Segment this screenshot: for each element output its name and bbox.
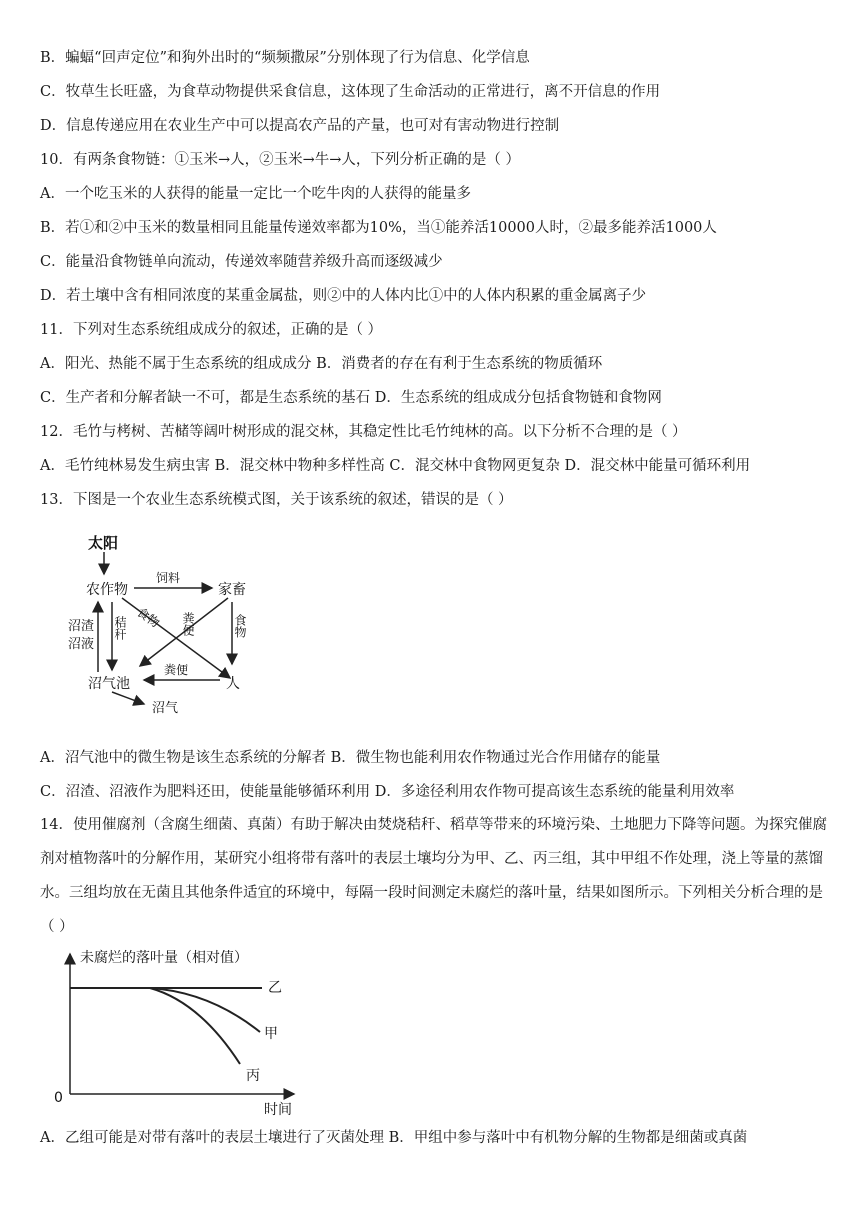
question-12: 12．毛竹与栲树、苦槠等阔叶树形成的混交林，其稳定性比毛竹纯林的高。以下分析不合理的是（ ） — [40, 424, 687, 440]
question-13: 13．下图是一个农业生态系统模式图，关于该系统的叙述，错误的是（ ） — [40, 492, 513, 508]
series-label-jia: 甲 — [264, 1026, 278, 1042]
question-10: 10．有两条食物链：①玉米→人，②玉米→牛→人，下列分析正确的是（ ） — [40, 152, 521, 168]
line-q12-options: A．毛竹纯林易发生病虫害 B．混交林中物种多样性高 C．混交林中食物网更复杂 D．混交林中能量可循环利用 — [40, 458, 751, 474]
line-q14-ab: A．乙组可能是对带有落叶的表层土壤进行了灭菌处理 B．甲组中参与落叶中有机物分解的生物都是细菌或真菌 — [40, 1130, 748, 1146]
straw-label: 秸秆 — [113, 616, 127, 640]
question-11: 11．下列对生态系统组成成分的叙述，正确的是（ ） — [40, 322, 383, 338]
series-label-yi: 乙 — [268, 980, 282, 996]
decomposition-chart — [40, 942, 310, 1122]
feces-label-b: 粪便 — [164, 663, 189, 677]
biogas-label: 沼气 — [152, 701, 179, 716]
residue-label: 沼渣 — [68, 619, 95, 634]
feces-label-a: 粪便 — [181, 612, 195, 636]
series-line-bing — [150, 988, 240, 1064]
line-q11-cd: C．生产者和分解者缺一不可，都是生态系统的基石 D．生态系统的组成成分包括食物链和食物网 — [40, 390, 662, 406]
origin-label: 0 — [54, 1090, 63, 1106]
crops-label: 农作物 — [86, 582, 128, 598]
line-q13-cd: C．沼渣、沼液作为肥料还田，使能量能够循环利用 D．多途径利用农作物可提高该生态系统的能量利用效率 — [40, 784, 735, 800]
series-line-jia — [70, 988, 260, 1032]
line-q13-ab: A．沼气池中的微生物是该生态系统的分解者 B．微生物也能利用农作物通过光合作用储存的能量 — [40, 750, 661, 766]
line-q10-b: B．若①和②中玉米的数量相同且能量传递效率都为10%，当①能养活10000人时，②最多能养活1000人 — [40, 220, 717, 236]
question-14: 14．使用催腐剂（含腐生细菌、真菌）有助于解决由焚烧秸秆、稻草等带来的环境污染、土地肥力下降等问题。为探究催腐剂对植物落叶的分解作用，某研究小组将带有落叶的表层土壤均分为甲、乙、丙三组，其中甲组不作处理，浇上等量的蒸馏水。三组均放在无菌且其他条件适宜的环境中，每隔一段时间测定未腐烂的落叶量，结果如图所示。下列相关分析合理的是（ ） — [40, 817, 827, 935]
series-label-bing: 丙 — [246, 1068, 260, 1084]
food-label-a: 食物 — [134, 604, 162, 631]
person-label: 人 — [226, 676, 240, 692]
line-q10-a: A．一个吃玉米的人获得的能量一定比一个吃牛肉的人获得的能量多 — [40, 186, 471, 202]
sun-label: 太阳 — [88, 534, 119, 552]
line-q9-d: D．信息传递应用在农业生产中可以提高农产品的产量，也可对有害动物进行控制 — [40, 118, 560, 134]
line-q11-ab: A．阳光、热能不属于生态系统的组成成分 B．消费者的存在有利于生态系统的物质循环 — [40, 356, 603, 372]
food-label-b: 食物 — [233, 614, 247, 638]
y-axis-label: 未腐烂的落叶量（相对值） — [80, 950, 248, 966]
line-q9-b: B．蝙蝠“回声定位”和狗外出时的“频频撒尿”分别体现了行为信息、化学信息 — [40, 50, 530, 66]
ecosystem-diagram — [60, 530, 290, 720]
livestock-label: 家畜 — [218, 582, 246, 598]
liquid-label: 沼液 — [68, 637, 95, 652]
feed-label: 饲料 — [156, 571, 181, 585]
biogas-tank-label: 沼气池 — [88, 676, 130, 692]
line-q10-c: C．能量沿食物链单向流动，传递效率随营养级升高而逐级减少 — [40, 254, 443, 270]
line-q10-d: D．若土壤中含有相同浓度的某重金属盐，则②中的人体内比①中的人体内积累的重金属离子少 — [40, 288, 647, 304]
x-axis-label: 时间 — [264, 1102, 292, 1118]
line-q9-c: C．牧草生长旺盛，为食草动物提供采食信息，这体现了生命活动的正常进行，离不开信息的作用 — [40, 84, 661, 100]
